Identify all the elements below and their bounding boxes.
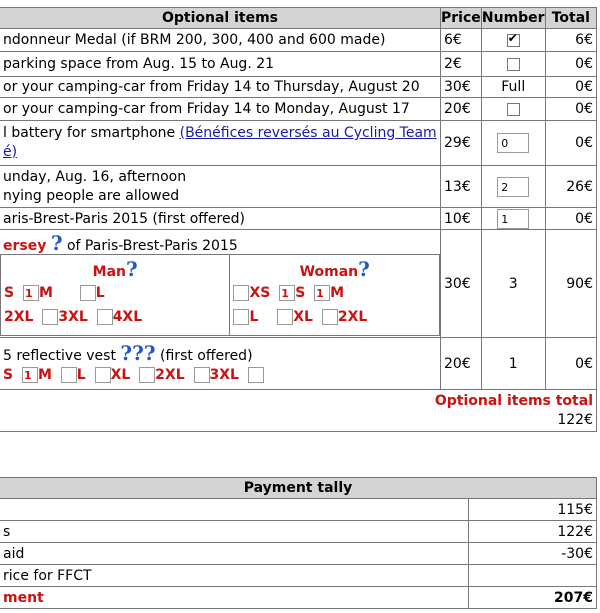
size-input[interactable] <box>95 367 111 383</box>
size-input[interactable] <box>42 309 58 325</box>
size-input[interactable]: 1 <box>314 285 330 301</box>
item-label: aris-Brest-Paris 2015 (first offered) <box>0 208 441 230</box>
size-input[interactable]: 1 <box>279 285 295 301</box>
size-label: L <box>95 285 105 301</box>
payment-label: s <box>0 521 469 543</box>
visit-quantity-input[interactable]: 2 <box>497 177 529 197</box>
payment-value <box>469 565 597 587</box>
woman-label: Woman <box>299 264 359 280</box>
table-row <box>0 29 597 52</box>
camping-car-checkbox[interactable] <box>507 103 520 116</box>
size-input[interactable] <box>97 309 113 325</box>
payment-label: aid <box>0 543 469 565</box>
item-total: 0€ <box>545 98 596 121</box>
size-label: XL <box>293 309 313 325</box>
item-total: 26€ <box>545 166 596 208</box>
size-label: 4XL <box>112 309 143 325</box>
size-label: S <box>295 285 306 301</box>
table-row <box>0 52 597 77</box>
optional-total-label: Optional items total <box>434 392 593 409</box>
item-price: 30€ <box>441 77 482 98</box>
help-icon[interactable]: ? <box>126 257 138 281</box>
optional-items-table <box>0 7 597 432</box>
size-label: 3XL <box>58 309 88 325</box>
size-input[interactable] <box>233 309 249 325</box>
header-total: Total <box>545 8 596 29</box>
item-price: 20€ <box>441 98 482 121</box>
help-icon[interactable]: ? <box>358 257 370 281</box>
offered-quantity-input[interactable]: 1 <box>497 209 529 229</box>
size-label: 2XL <box>4 309 34 325</box>
size-input[interactable] <box>61 367 77 383</box>
optional-total-value: 122€ <box>557 411 593 428</box>
size-input[interactable] <box>322 309 338 325</box>
jersey-size-table <box>0 254 440 336</box>
size-input[interactable] <box>233 285 249 301</box>
table-row <box>0 166 597 208</box>
item-price: 30€ <box>441 230 482 338</box>
item-price: 29€ <box>441 121 482 166</box>
item-label: l battery for smartphone <box>3 125 180 141</box>
size-label: M <box>37 366 52 383</box>
item-total: 0€ <box>545 208 596 230</box>
payment-label: rice for FFCT <box>0 565 469 587</box>
size-label: 2XL <box>155 366 185 383</box>
payment-value: -30€ <box>469 543 597 565</box>
item-label: unday, Aug. 16, afternoon <box>3 168 187 185</box>
cycling-team-link-cont[interactable]: é) <box>3 144 18 160</box>
size-label: 3XL <box>209 366 239 383</box>
parking-checkbox[interactable] <box>507 58 520 71</box>
size-label: L <box>76 366 86 383</box>
item-price: 2€ <box>441 52 482 77</box>
payment-tally-table <box>0 477 597 609</box>
item-label-line2: nying people are allowed <box>3 187 180 204</box>
table-row <box>0 208 597 230</box>
full-status: Full <box>481 77 545 98</box>
item-price: 20€ <box>441 338 482 390</box>
table-row <box>0 587 597 609</box>
size-label: 2XL <box>337 309 368 325</box>
payment-tally-header: Payment tally <box>0 478 597 499</box>
header-price: Price <box>441 8 482 29</box>
table-row-vest <box>0 338 597 390</box>
payment-value: 122€ <box>469 521 597 543</box>
size-label: S <box>4 285 15 301</box>
item-label: parking space from Aug. 15 to Aug. 21 <box>0 52 441 77</box>
size-input[interactable] <box>194 367 210 383</box>
payment-value: 115€ <box>469 499 597 521</box>
item-label: or your camping-car from Friday 14 to Monday, August 17 <box>0 98 441 121</box>
payment-label <box>0 499 469 521</box>
jersey-title-rest: of Paris-Brest-Paris 2015 <box>62 238 238 254</box>
help-icon[interactable]: ??? <box>120 340 156 365</box>
item-price: 13€ <box>441 166 482 208</box>
item-total: 6€ <box>545 29 596 52</box>
table-row <box>0 77 597 98</box>
table-row <box>0 543 597 565</box>
optional-total-row <box>0 390 597 432</box>
item-total: 0€ <box>545 77 596 98</box>
table-row <box>0 121 597 166</box>
medal-checkbox[interactable] <box>507 34 520 47</box>
battery-quantity-input[interactable]: 0 <box>497 133 529 153</box>
size-label: XS <box>249 285 271 301</box>
size-input[interactable] <box>139 367 155 383</box>
item-total: 0€ <box>545 52 596 77</box>
size-input[interactable] <box>277 309 293 325</box>
size-label: M <box>330 285 345 301</box>
payment-final-value: 207€ <box>469 587 597 609</box>
header-number: Number <box>481 8 545 29</box>
table-row <box>0 98 597 121</box>
header-optional-items: Optional items <box>0 8 441 29</box>
size-label: XL <box>110 366 131 383</box>
item-price: 6€ <box>441 29 482 52</box>
vest-title-rest: (first offered) <box>155 347 253 364</box>
jersey-title: ersey <box>3 238 47 254</box>
item-label: ndonneur Medal (if BRM 200, 300, 400 and 600 made) <box>0 29 441 52</box>
man-label: Man <box>92 264 127 280</box>
item-number: 1 <box>481 338 545 390</box>
item-total: 90€ <box>545 230 596 338</box>
table-row <box>0 565 597 587</box>
size-input[interactable] <box>248 367 264 383</box>
item-total: 0€ <box>545 121 596 166</box>
size-input[interactable] <box>80 285 96 301</box>
size-input[interactable]: 1 <box>23 285 39 301</box>
size-label: L <box>249 309 259 325</box>
size-label: M <box>38 285 53 301</box>
table-row <box>0 521 597 543</box>
payment-final-label: ment <box>0 587 469 609</box>
item-total: 0€ <box>545 338 596 390</box>
item-label: or your camping-car from Friday 14 to Thursday, August 20 <box>0 77 441 98</box>
table-row-jersey <box>0 230 597 338</box>
size-input[interactable]: 1 <box>22 367 38 383</box>
item-number: 3 <box>481 230 545 338</box>
help-icon[interactable]: ? <box>50 231 63 255</box>
table-row <box>0 499 597 521</box>
item-price: 10€ <box>441 208 482 230</box>
size-label: S <box>3 366 14 383</box>
cycling-team-link[interactable]: (Bénéfices reversés au Cycling Team <box>179 125 437 141</box>
vest-title: 5 reflective vest <box>3 347 116 364</box>
